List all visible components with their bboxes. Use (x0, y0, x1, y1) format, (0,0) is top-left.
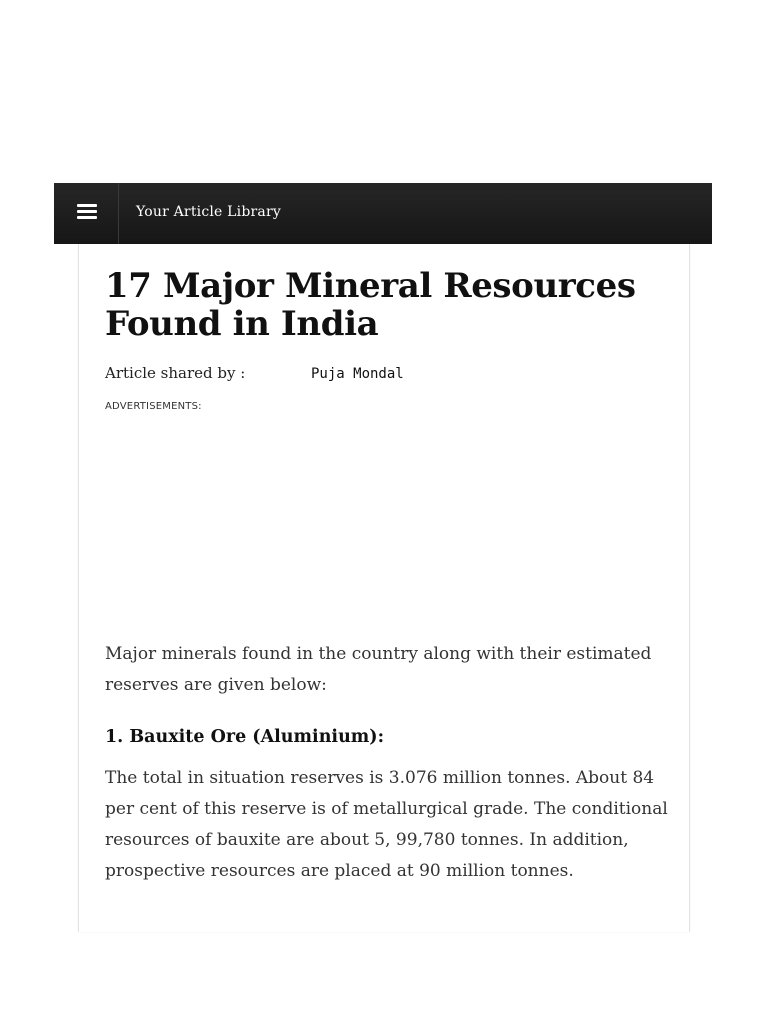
section-body: The total in situation reserves is 3.076 million tonnes. About 84 per cent of this reserve is of metallurgical grade. The conditional resources of bauxite are about 5, 99,780 tonnes. In addition, prospective resources are placed at 90 million tonnes. (105, 768, 668, 881)
site-name-link[interactable]: Your Article Library (136, 204, 281, 220)
ad-placeholder (105, 419, 665, 629)
article-title: 17 Major Mineral Resources Found in India (105, 266, 636, 344)
top-navbar (54, 183, 712, 244)
article-intro: Major minerals found in the country along with their estimated reserves are given below: (105, 644, 652, 695)
article-card (78, 244, 690, 932)
advertisements-label: ADVERTISEMENTS: (105, 401, 202, 412)
author-link[interactable]: Puja Mondal (311, 366, 404, 382)
hamburger-menu-icon[interactable] (54, 183, 119, 244)
byline-label: Article shared by : (105, 364, 246, 382)
section-heading: 1. Bauxite Ore (Aluminium): (105, 727, 385, 747)
